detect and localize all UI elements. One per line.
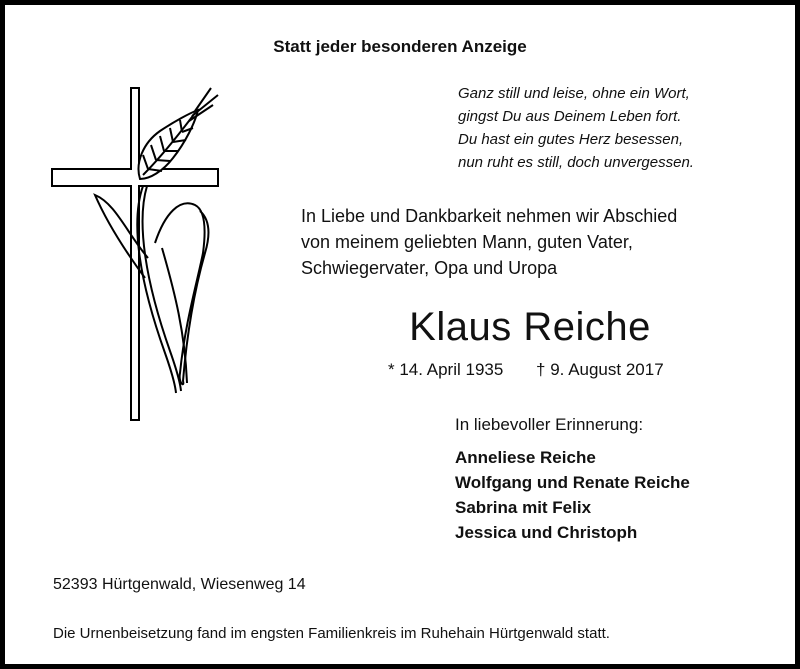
- cross-with-wheat-icon: [35, 83, 235, 428]
- intro-line: In Liebe und Dankbarkeit nehmen wir Abschied: [301, 206, 678, 226]
- birth-date: * 14. April 1935: [388, 360, 504, 379]
- poem-line: Ganz still und leise, ohne ein Wort,: [458, 85, 690, 102]
- family-member: Jessica und Christoph: [455, 523, 638, 542]
- address: 52393 Hürtgenwald, Wiesenweg 14: [53, 576, 306, 593]
- deceased-name: Klaus Reiche: [409, 305, 651, 349]
- life-dates: [388, 360, 664, 380]
- family-member: Wolfgang und Renate Reiche: [455, 473, 690, 492]
- family-member: Anneliese Reiche: [455, 448, 596, 467]
- poem: [458, 82, 694, 174]
- family-list: [455, 445, 690, 545]
- death-date: † 9. August 2017: [536, 360, 664, 379]
- memory-line: In liebevoller Erinnerung:: [455, 415, 644, 434]
- poem-line: Du hast ein gutes Herz besessen,: [458, 131, 684, 148]
- headline: Statt jeder besonderen Anzeige: [273, 37, 527, 56]
- closing-note: Die Urnenbeisetzung fand im engsten Familienkreis im Ruhehain Hürtgenwald statt.: [53, 625, 610, 642]
- poem-line: nun ruht es still, doch unvergessen.: [458, 154, 694, 171]
- family-member: Sabrina mit Felix: [455, 498, 592, 517]
- intro-line: von meinem geliebten Mann, guten Vater,: [301, 232, 633, 252]
- intro-text: [301, 203, 677, 281]
- intro-line: Schwiegervater, Opa und Uropa: [301, 258, 558, 278]
- poem-line: gingst Du aus Deinem Leben fort.: [458, 108, 682, 125]
